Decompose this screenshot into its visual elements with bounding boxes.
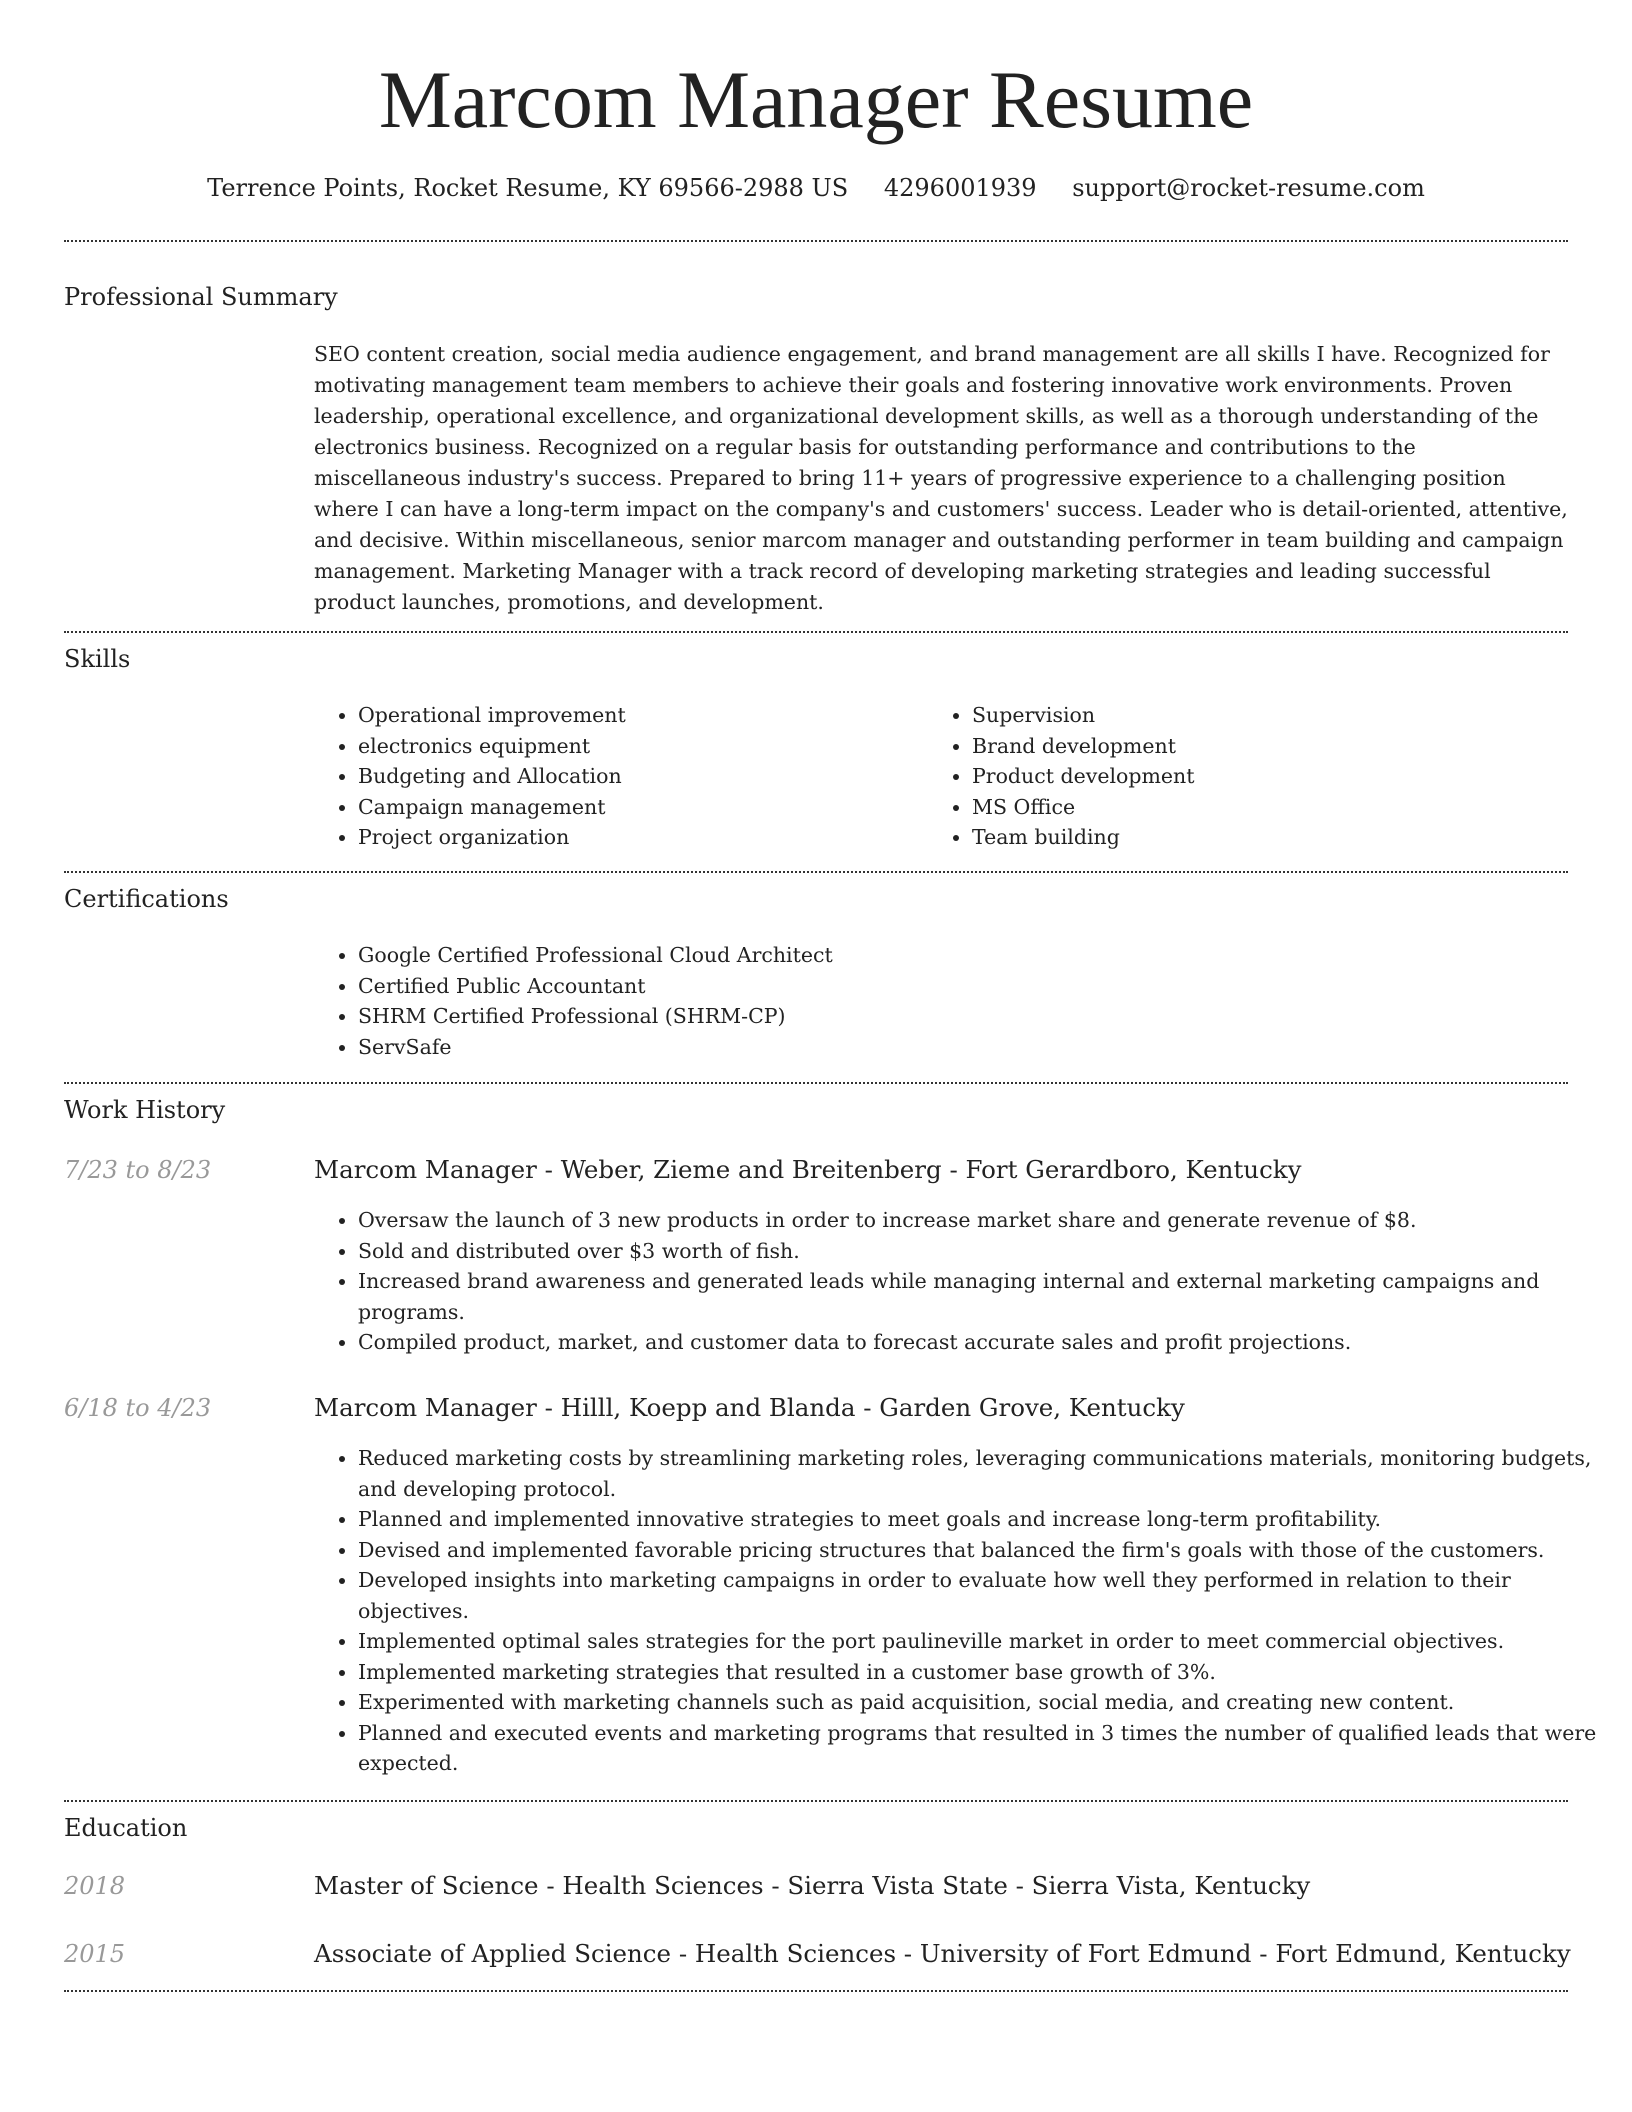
- job-dates: 7/23 to 8/23: [64, 1156, 212, 1184]
- list-item: • Implemented optimal sales strategies for the port paulineville market in order to meet commercial objectives.: [358, 1626, 1612, 1657]
- list-item: • Campaign management: [358, 792, 918, 823]
- list-item: • Increased brand awareness and generated leads while managing internal and external marketing campaigns and programs.: [358, 1266, 1612, 1327]
- list-item: • ServSafe: [358, 1032, 1358, 1063]
- divider: [64, 1800, 1568, 1802]
- job-bullets: [314, 1443, 1612, 1779]
- education-detail: Master of Science - Health Sciences - Sierra Vista State - Sierra Vista, Kentucky: [314, 1871, 1311, 1900]
- certifications-heading: Certifications: [64, 885, 229, 913]
- list-item: • Devised and implemented favorable pricing structures that balanced the firm's goals with those of the customers.: [358, 1535, 1612, 1566]
- list-item: • Developed insights into marketing campaigns in order to evaluate how well they performed in relation to their objectives.: [358, 1565, 1612, 1626]
- divider: [64, 240, 1568, 242]
- divider: [64, 871, 1568, 873]
- education-heading: Education: [64, 1814, 188, 1842]
- list-item: • Product development: [972, 761, 1572, 792]
- education-detail: Associate of Applied Science - Health Sciences - University of Fort Edmund - Fort Edmund, Kentucky: [314, 1939, 1571, 1968]
- education-year: 2015: [64, 1940, 126, 1968]
- email: support@rocket-resume.com: [1072, 174, 1425, 202]
- list-item: • electronics equipment: [358, 731, 918, 762]
- list-item: • Project organization: [358, 822, 918, 853]
- list-item: • Implemented marketing strategies that resulted in a customer base growth of 3%.: [358, 1657, 1612, 1688]
- work-heading: Work History: [64, 1096, 226, 1124]
- address: Terrence Points, Rocket Resume, KY 69566-2988 US: [207, 174, 849, 202]
- list-item: • Brand development: [972, 731, 1572, 762]
- list-item: • Certified Public Accountant: [358, 971, 1358, 1002]
- list-item: • Oversaw the launch of 3 new products in order to increase market share and generate revenue of $8.: [358, 1205, 1612, 1236]
- list-item: • Operational improvement: [358, 700, 918, 731]
- list-item: • Supervision: [972, 700, 1572, 731]
- list-item: • Reduced marketing costs by streamlining marketing roles, leveraging communications materials, monitoring budgets, and developing protocol.: [358, 1443, 1612, 1504]
- list-item: • MS Office: [972, 792, 1572, 823]
- resume-title: Marcom Manager Resume: [378, 54, 1254, 145]
- job-dates: 6/18 to 4/23: [64, 1394, 212, 1422]
- contact-line: [0, 172, 1632, 204]
- divider: [64, 1990, 1568, 1992]
- job-bullets: [314, 1205, 1612, 1358]
- list-item: • Team building: [972, 822, 1572, 853]
- list-item: • Sold and distributed over $3 worth of fish.: [358, 1236, 1612, 1267]
- divider: [64, 631, 1568, 633]
- list-item: • Planned and implemented innovative strategies to meet goals and increase long-term profitability.: [358, 1504, 1612, 1535]
- list-item: • Budgeting and Allocation: [358, 761, 918, 792]
- skills-list-left: [314, 700, 918, 853]
- job-title: Marcom Manager - Hilll, Koepp and Blanda - Garden Grove, Kentucky: [314, 1393, 1185, 1422]
- skills-list-right: [928, 700, 1572, 853]
- divider: [64, 1082, 1568, 1084]
- list-item: • Experimented with marketing channels such as paid acquisition, social media, and creating new content.: [358, 1687, 1612, 1718]
- education-year: 2018: [64, 1872, 126, 1900]
- list-item: • Planned and executed events and marketing programs that resulted in 3 times the number of qualified leads that were expected.: [358, 1718, 1612, 1779]
- summary-text: SEO content creation, social media audience engagement, and brand management are all skills I have. Recognized for motivating management team members to achieve their goals and fostering innovative work environments. Proven leadership, operational excellence, and organizational development skills, as well as a thorough understanding of the electronics business. Recognized on a regular basis for outstanding performance and contributions to the miscellaneous industry's success. Prepared to bring 11+ years of progressive experience to a challenging position where I can have a long-term impact on the company's and customers' success. Leader who is detail-oriented, attentive, and decisive. Within miscellaneous, senior marcom manager and outstanding performer in team building and campaign management. Marketing Manager with a track record of developing marketing strategies and leading successful product launches, promotions, and development.: [314, 342, 1568, 614]
- list-item: • Compiled product, market, and customer data to forecast accurate sales and profit projections.: [358, 1327, 1612, 1358]
- list-item: • Google Certified Professional Cloud Architect: [358, 940, 1358, 971]
- list-item: • SHRM Certified Professional (SHRM-CP): [358, 1001, 1358, 1032]
- certifications-list: [314, 940, 1358, 1062]
- phone: 4296001939: [883, 174, 1037, 202]
- job-title: Marcom Manager - Weber, Zieme and Breitenberg - Fort Gerardboro, Kentucky: [314, 1155, 1302, 1184]
- summary-heading: Professional Summary: [64, 283, 338, 311]
- skills-heading: Skills: [64, 645, 131, 673]
